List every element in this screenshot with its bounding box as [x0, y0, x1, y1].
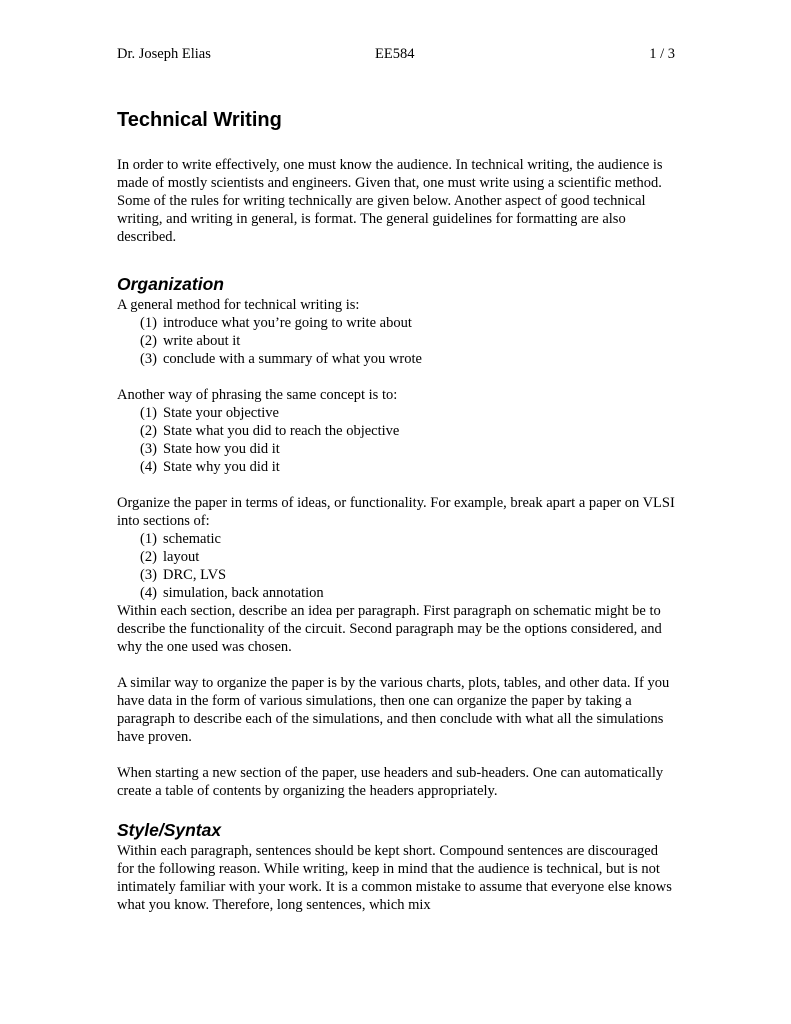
list-item-number: (1)	[140, 405, 157, 421]
list-item-text: State why you did it	[163, 459, 280, 475]
list-item-text: write about it	[163, 333, 241, 349]
organize-intro: Organize the paper in terms of ideas, or functionality. For example, break apart a paper on VLSI into sections of:	[117, 495, 675, 529]
list-item	[140, 566, 677, 584]
list-item-number: (1)	[140, 531, 157, 547]
list-item-text: introduce what you’re going to write about	[163, 315, 412, 331]
list-item	[140, 440, 677, 458]
header-course: EE584	[375, 46, 415, 62]
list-item	[140, 350, 677, 368]
list-item-text: State what you did to reach the objective	[163, 423, 400, 439]
list-item	[140, 584, 677, 602]
list-item-number: (2)	[140, 549, 157, 565]
list-item-text: DRC, LVS	[163, 567, 227, 583]
phrase-list	[117, 404, 677, 476]
method-list	[117, 314, 677, 368]
list-item	[140, 458, 677, 476]
similar-paragraph: A similar way to organize the paper is by the various charts, plots, tables, and other data. If you have data in the form of various simulations, then one can organize the paper by taking a paragraph to describe each of the simulations, and then conclude with what all the simulations have proven.	[117, 675, 670, 745]
list-item-text: layout	[163, 549, 200, 565]
list-item-number: (3)	[140, 351, 157, 367]
list-item-text: schematic	[163, 531, 221, 547]
list-item	[140, 530, 677, 548]
section-paragraph: Within each section, describe an idea per paragraph. First paragraph on schematic might be to describe the functionality of the circuit. Second paragraph may be the options considered, and why the one used was chosen.	[117, 603, 662, 655]
list-item	[140, 548, 677, 566]
document-title: Technical Writing	[117, 109, 282, 131]
list-item-text: simulation, back annotation	[163, 585, 324, 601]
header-page-number: 1 / 3	[649, 46, 675, 62]
document-body	[117, 106, 677, 914]
list-item-number: (3)	[140, 441, 157, 457]
list-item	[140, 404, 677, 422]
method-intro: A general method for technical writing is:	[117, 297, 360, 313]
list-item	[140, 332, 677, 350]
list-item-text: conclude with a summary of what you wrote	[163, 351, 422, 367]
style-syntax-heading: Style/Syntax	[117, 820, 222, 840]
style-paragraph: Within each paragraph, sentences should be kept short. Compound sentences are discouraged for the following reason. While writing, keep in mind that the audience is technical, but is not intimately familiar with your work. It is a common mistake to assume that everyone else knows what you know. Therefore, long sentences, which mix	[117, 843, 672, 913]
organization-heading: Organization	[117, 274, 224, 294]
organize-list	[117, 530, 677, 602]
list-item-text: State how you did it	[163, 441, 280, 457]
list-item-number: (2)	[140, 423, 157, 439]
page-header	[117, 46, 675, 66]
phrase-intro: Another way of phrasing the same concept is to:	[117, 387, 398, 403]
list-item-number: (4)	[140, 459, 157, 475]
headers-paragraph: When starting a new section of the paper, use headers and sub-headers. One can automatically create a table of contents by organizing the headers appropriately.	[117, 765, 664, 799]
list-item-number: (2)	[140, 333, 157, 349]
header-author: Dr. Joseph Elias	[117, 46, 211, 62]
list-item	[140, 422, 677, 440]
list-item	[140, 314, 677, 332]
intro-paragraph: In order to write effectively, one must know the audience. In technical writing, the audience is made of mostly scientists and engineers. Given that, one must write using a scientific method. Some of the rules for writing technically are given below. Another aspect of good technical writing, and writing in general, is format. The general guidelines for formatting are also described.	[117, 157, 663, 245]
list-item-text: State your objective	[163, 405, 279, 421]
list-item-number: (3)	[140, 567, 157, 583]
list-item-number: (1)	[140, 315, 157, 331]
list-item-number: (4)	[140, 585, 157, 601]
